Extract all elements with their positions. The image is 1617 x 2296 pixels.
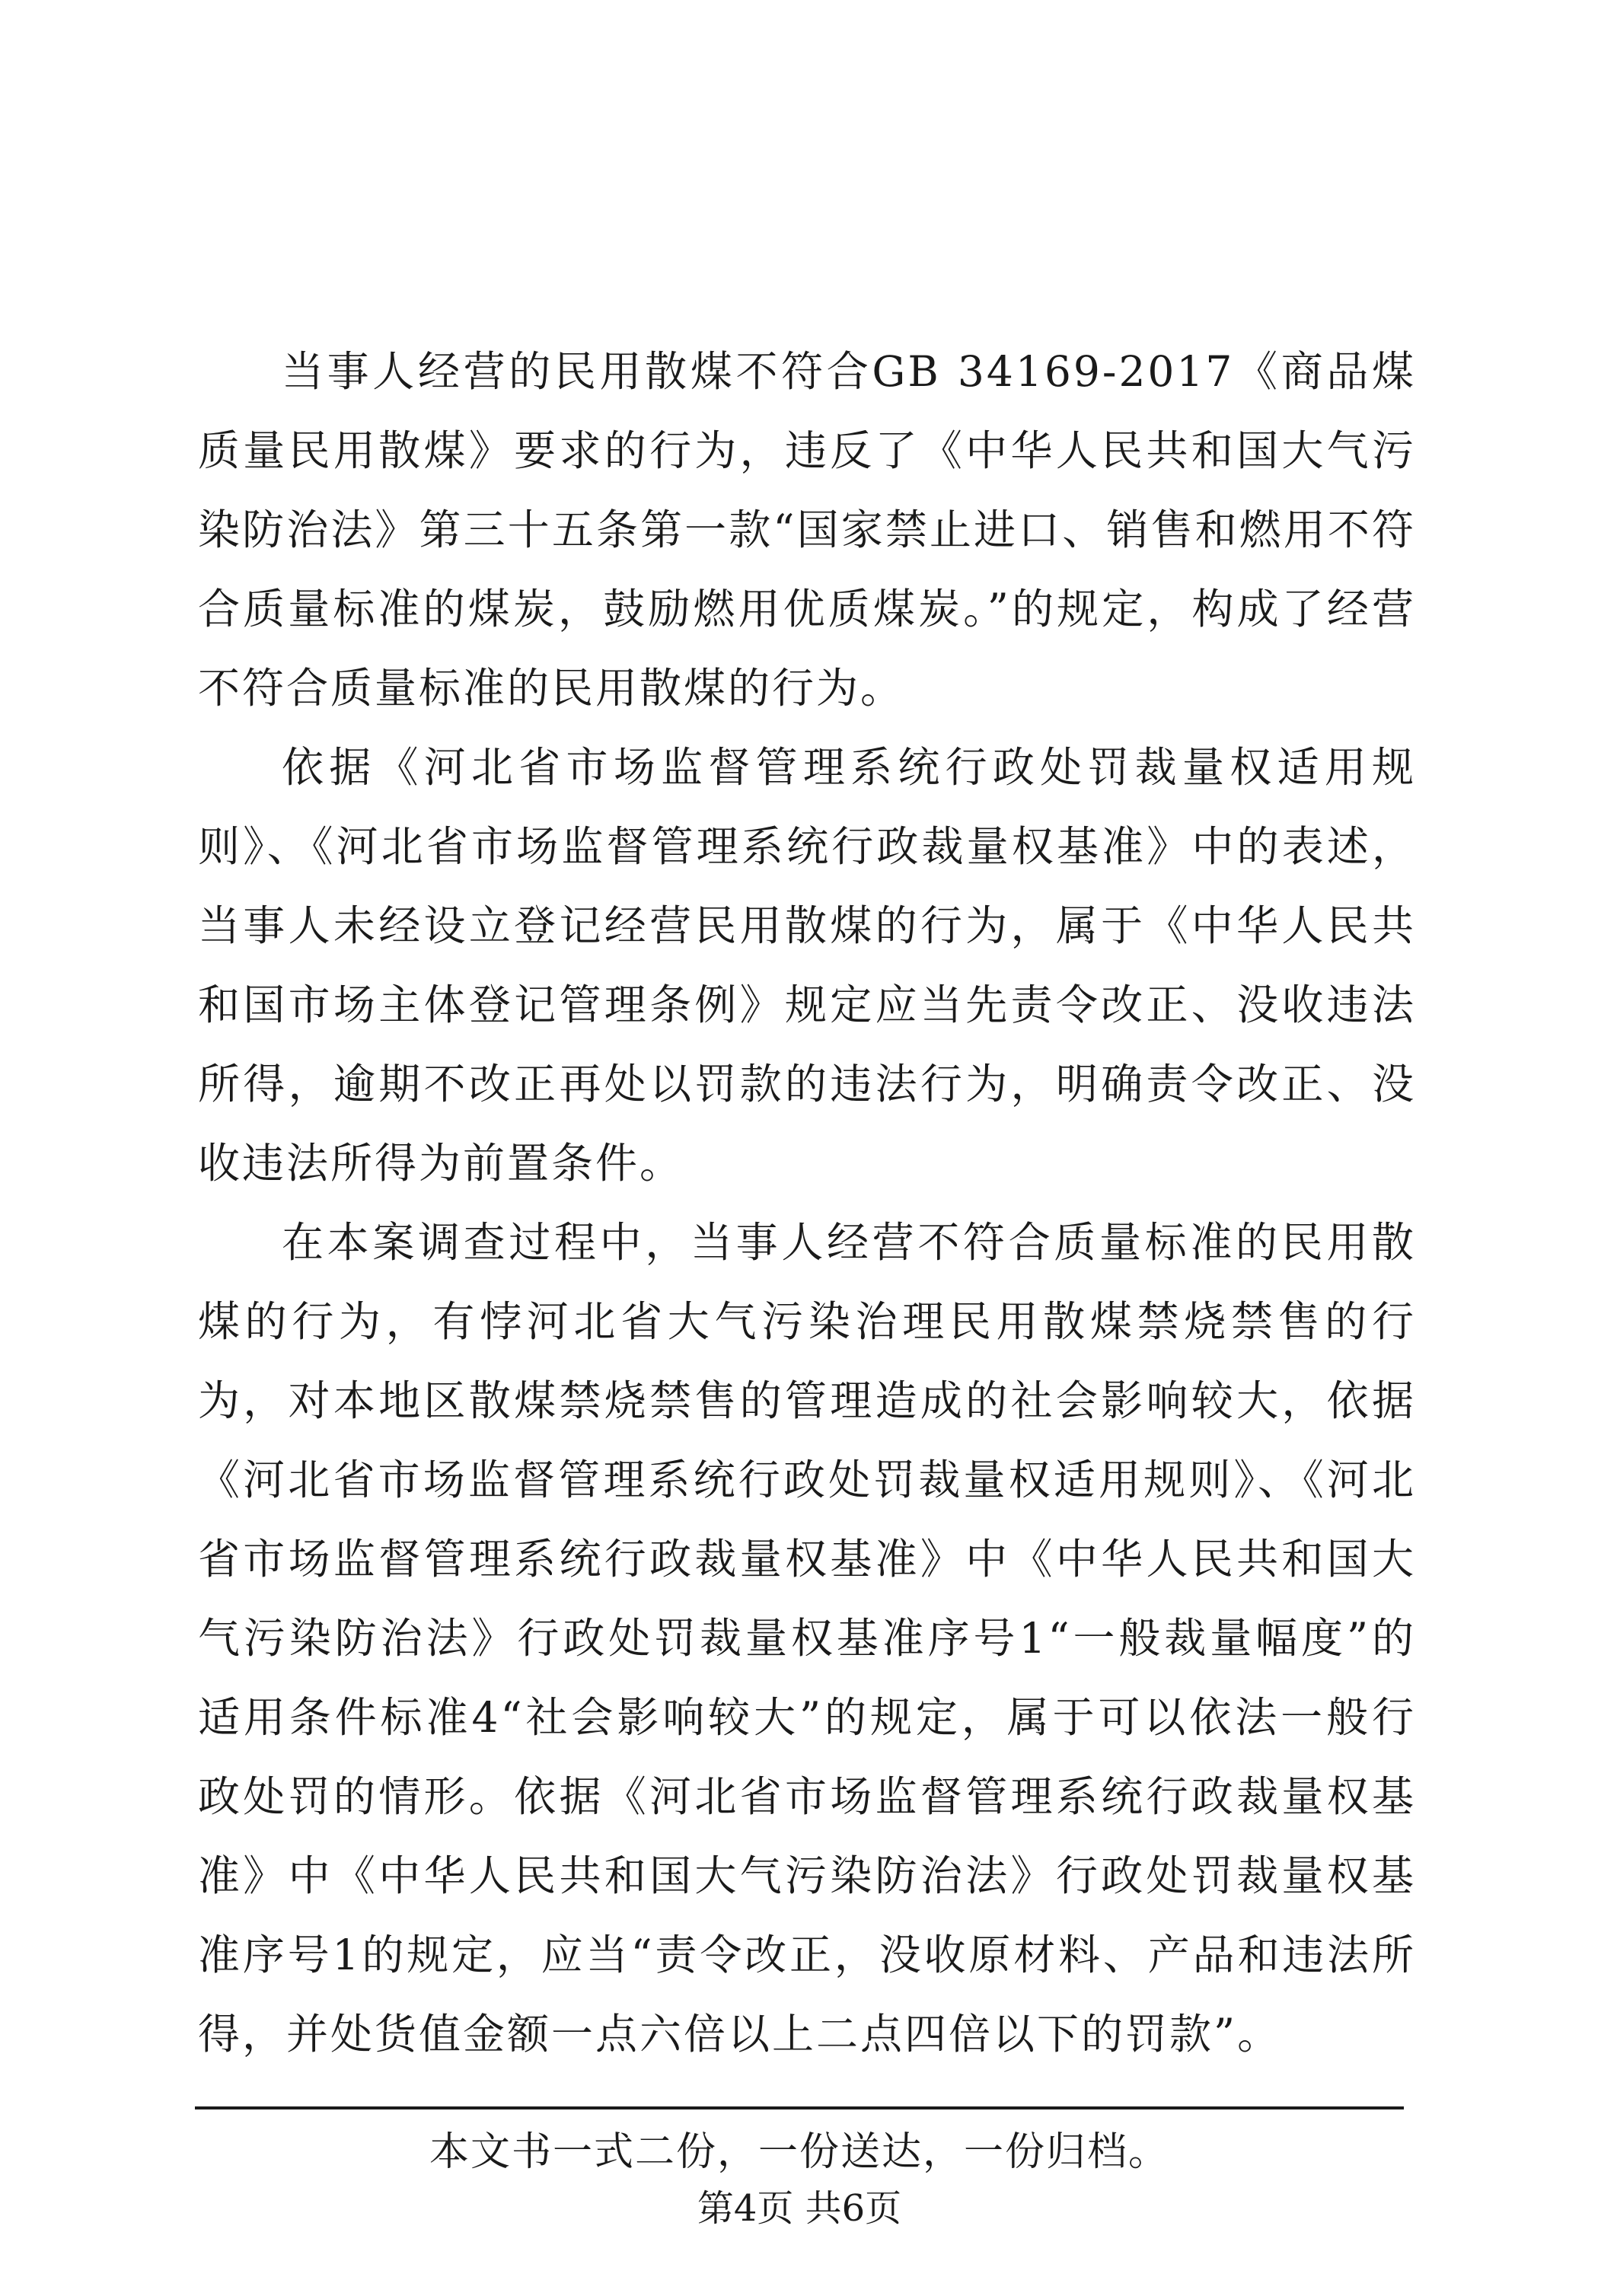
paragraph-discretion-basis: 依据《河北省市场监督管理系统行政处罚裁量权适用规则》、《河北省市场监督管理系统行政裁量权基准》中的表述，当事人未经设立登记经营民用散煤的行为，属于《中华人民共和国市场主体登记管理条例》规定应当先责令改正、没收违法所得，逾期不改正再处以罚款的违法行为，明确责令改正、没收违法所得为前置条件。	[198, 743, 1416, 1188]
paragraph-violation: 当事人经营的民用散煤不符合GB 34169-2017《商品煤质量民用散煤》要求的行为，违反了《中华人民共和国大气污染防治法》第三十五条第一款“国家禁止进口、销售和燃用不符合质量标准的煤炭，鼓励燃用优质煤炭。”的规定，构成了经营不符合质量标准的民用散煤的行为。	[198, 347, 1416, 713]
footer-divider	[195, 2106, 1404, 2109]
document-body	[198, 332, 1416, 2074]
page-number: 第4页 共6页	[697, 2187, 902, 2230]
footer-copies-note: 本文书一式二份，一份送达，一份归档。	[429, 2129, 1169, 2175]
paragraph-penalty-determination: 在本案调查过程中，当事人经营不符合质量标准的民用散煤的行为，有悖河北省大气污染治理民用散煤禁烧禁售的行为，对本地区散煤禁烧禁售的管理造成的社会影响较大，依据《河北省市场监督管理系统行政处罚裁量权适用规则》、《河北省市场监督管理系统行政裁量权基准》中《中华人民共和国大气污染防治法》行政处罚裁量权基准序号1“一般裁量幅度”的适用条件标准4“社会影响较大”的规定，属于可以依法一般行政处罚的情形。依据《河北省市场监督管理系统行政裁量权基准》中《中华人民共和国大气污染防治法》行政处罚裁量权基准序号1的规定，应当“责令改正，没收原材料、产品和违法所得，并处货值金额一点六倍以上二点四倍以下的罚款”。	[198, 1218, 1416, 2058]
